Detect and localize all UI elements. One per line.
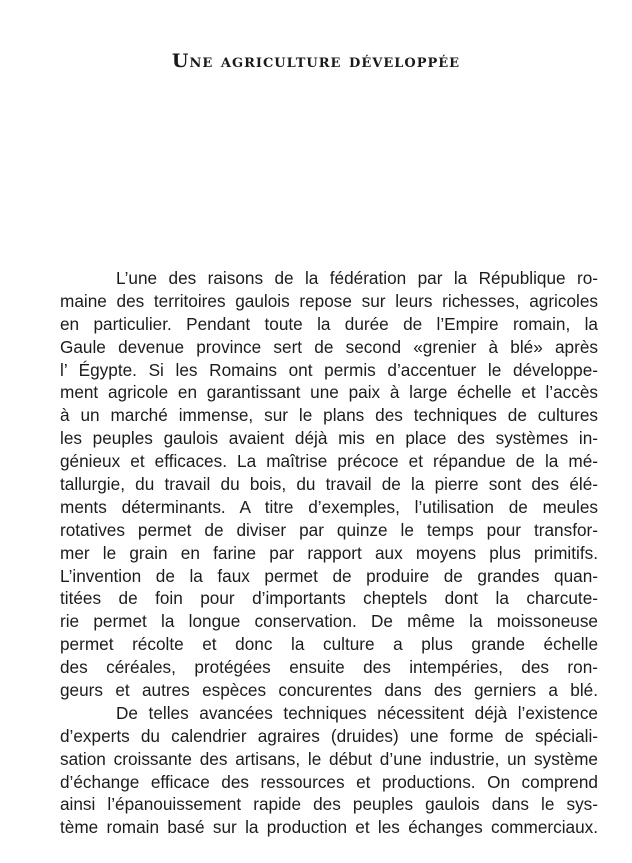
text-line: à un marché immense, sur le plans des techniques de cultures [60, 405, 598, 426]
text-line: L’une des raisons de la fédération par la République ro- [116, 268, 598, 288]
text-line: l’ Égypte. Si les Romains ont permis d’accentuer le développe- [60, 359, 598, 380]
page-title: Une agriculture développée [171, 50, 461, 72]
text-line: ments déterminants. A titre d’exemples, l’utilisation de meules [60, 496, 598, 517]
text-line: Gaule devenue province sert de second «grenier à blé» après [60, 336, 598, 357]
text-line: rie permet la longue conservation. De même la moissoneuse [60, 611, 598, 632]
text-line: permet récolte et donc la culture a plus grande échelle [60, 634, 598, 655]
text-line: titées de foin pour d’importants cheptels dont la charcute- [60, 588, 598, 609]
text-line: génieux et efficaces. La maîtrise précoce et répandue de la mé- [60, 451, 598, 472]
text-line: des céréales, protégées ensuite des intempéries, des ron- [60, 657, 598, 678]
text-line: rotatives permet de diviser par quinze le temps pour transfor- [60, 519, 598, 540]
paragraph-2 [60, 702, 598, 839]
text-line: L’invention de la faux permet de produire de grandes quan- [60, 565, 598, 586]
text-line: tème romain basé sur la production et les échanges commerciaux. [60, 817, 598, 838]
text-line: sation croissante des artisans, le début d’une industrie, un système [60, 748, 598, 769]
text-line: en particulier. Pendant toute la durée de l’Empire romain, la [60, 313, 598, 334]
body-text [60, 267, 598, 839]
paragraph-1 [60, 267, 598, 702]
text-line: d’experts du calendrier agraires (druides) une forme de spéciali- [60, 725, 598, 746]
text-line: De telles avancées techniques nécessitent déjà l’existence [116, 702, 598, 723]
text-line: d’échange efficace des ressources et productions. On comprend [60, 771, 598, 792]
text-line: ment agricole en garantissant une paix à large échelle et l’accès [60, 382, 598, 403]
text-line: mer le grain en farine par rapport aux moyens plus primitifs. [60, 542, 598, 563]
text-line: maine des territoires gaulois repose sur leurs richesses, agricoles [60, 290, 598, 311]
text-line: ainsi l’épanouissement rapide des peuples gaulois dans le sys- [60, 794, 598, 815]
text-line: les peuples gaulois avaient déjà mis en place des systèmes in- [60, 428, 598, 449]
text-line: tallurgie, du travail du bois, du travail de la pierre sont des élé- [60, 474, 598, 495]
text-line: geurs et autres espèces concurentes dans des gerniers a blé. [60, 680, 598, 701]
